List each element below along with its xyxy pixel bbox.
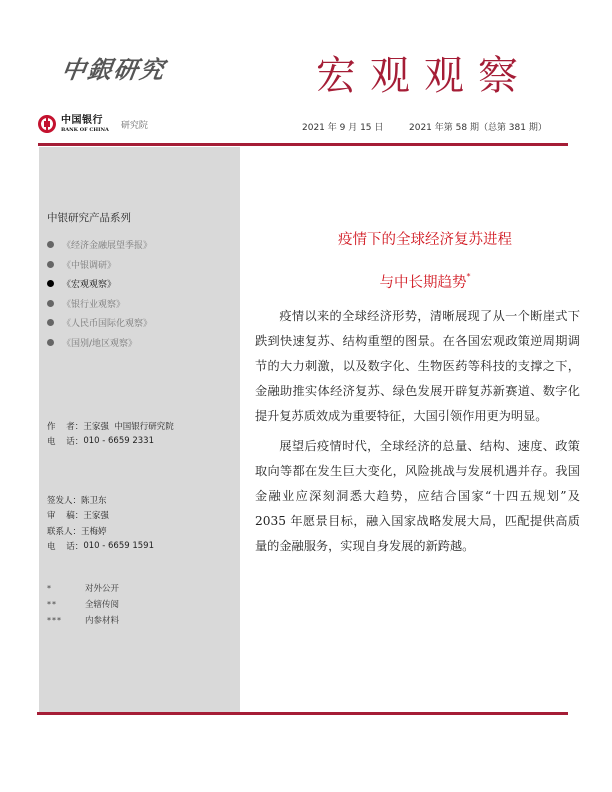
level-row: [47, 596, 119, 612]
series-item: [47, 333, 152, 353]
paragraph: 展望后疫情时代，全球经济的总量、结构、速度、政策取向等都在发生巨大变化，风险挑战与发展机遇并存。我国金融业应深刻洞悉大趋势，应结合国家“十四五规划”及 2035 年愿景目标，融入国家战略发展大局，匹配提供高质量的金融服务，实现自身发展的新跨越。: [255, 439, 580, 553]
bullet-icon: [47, 300, 54, 307]
series-item-label: 《人民币国际化观察》: [62, 319, 153, 330]
star-icon: *: [47, 583, 52, 593]
footnote-mark: *: [466, 271, 471, 281]
bullet-icon: [47, 261, 54, 268]
reviewer-value: 王家强: [83, 511, 109, 522]
author-label: 作 者：: [47, 421, 84, 432]
level-row: [47, 612, 119, 628]
series-item-active: [47, 274, 152, 294]
author-row: [47, 418, 174, 434]
bank-name-cn: 中国银行: [61, 114, 103, 126]
institute-name: 研究院: [120, 120, 148, 131]
distribution-levels: [47, 580, 119, 628]
contact-label: 联系人：: [47, 526, 82, 537]
phone-label: 电 话：: [47, 437, 84, 448]
star-icon: ***: [47, 615, 62, 625]
bank-of-china-emblem-icon: [38, 115, 56, 133]
level-label: 全辖传阅: [85, 600, 120, 610]
star-icon: **: [47, 599, 57, 609]
series-heading: 中银研究产品系列: [47, 212, 131, 224]
signer-value: 陈卫东: [81, 495, 107, 506]
level-label: 内参材料: [85, 616, 120, 626]
phone-label: 电 话：: [47, 542, 84, 553]
series-item: [47, 255, 152, 275]
contact-phone-row: [47, 539, 154, 555]
series-item-label: 《国别/地区观察》: [62, 338, 138, 349]
bank-name: [61, 116, 109, 133]
bullet-icon: [47, 241, 54, 248]
article-title: [240, 233, 610, 290]
level-label: 对外公开: [85, 584, 120, 594]
reviewer-label: 审 稿：: [47, 511, 84, 522]
header-divider: [38, 143, 568, 146]
article-title-line1: 疫情下的全球经济复苏进程: [338, 232, 512, 248]
level-row: [47, 580, 119, 596]
bullet-icon: [47, 319, 54, 326]
phone-value: 010 - 6659 2331: [83, 436, 154, 447]
phone-value: 010 - 6659 1591: [83, 541, 154, 552]
bullet-icon: [47, 339, 54, 346]
bank-name-en: BANK OF CHINA: [61, 126, 109, 133]
series-item: [47, 235, 152, 255]
author-info: [47, 418, 174, 449]
series-item-label: 《中银调研》: [62, 260, 117, 271]
bank-of-china-logo: [38, 115, 148, 133]
series-list: [47, 235, 152, 352]
article-body: [255, 304, 580, 564]
reviewer-row: [47, 508, 154, 524]
contact-row: [47, 523, 154, 539]
paragraph: 疫情以来的全球经济形势，清晰展现了从一个断崖式下跌到快速复苏、结构重塑的图景。在各国宏观政策逆周期调节的大力刺激，以及数字化、生物医药等科技的支撑之下，金融助推实体经济复苏、绿色发展开辟复苏新赛道、数字化提升复苏质效成为重要特征，大国引领作用更为明显。: [255, 309, 580, 423]
series-item: [47, 313, 152, 333]
author-value: 王家强 中国银行研究院: [83, 421, 174, 432]
publish-date: 2021 年 9 月 15 日: [302, 123, 384, 133]
footer-divider: [37, 712, 568, 715]
article-title-line2-text: 与中长期趋势: [379, 274, 467, 291]
signer-label: 签发人：: [47, 495, 82, 506]
signer-row: [47, 492, 154, 508]
contact-info: [47, 492, 154, 554]
series-item-label: 《经济金融展望季报》: [62, 241, 153, 252]
series-item-label: 《宏观观察》: [62, 280, 117, 291]
bullet-icon: [47, 280, 54, 287]
author-phone-row: [47, 434, 174, 450]
contact-value: 王梅婷: [81, 526, 107, 537]
issue-number: 2021 年第 58 期（总第 381 期）: [409, 123, 547, 133]
research-brush-logo: 中銀研究: [59, 55, 168, 84]
series-item: [47, 294, 152, 314]
page-title: 宏观观察: [316, 53, 532, 99]
series-item-label: 《银行业观察》: [62, 299, 126, 310]
sidebar: [39, 147, 240, 712]
article-title-line2: [240, 273, 610, 291]
